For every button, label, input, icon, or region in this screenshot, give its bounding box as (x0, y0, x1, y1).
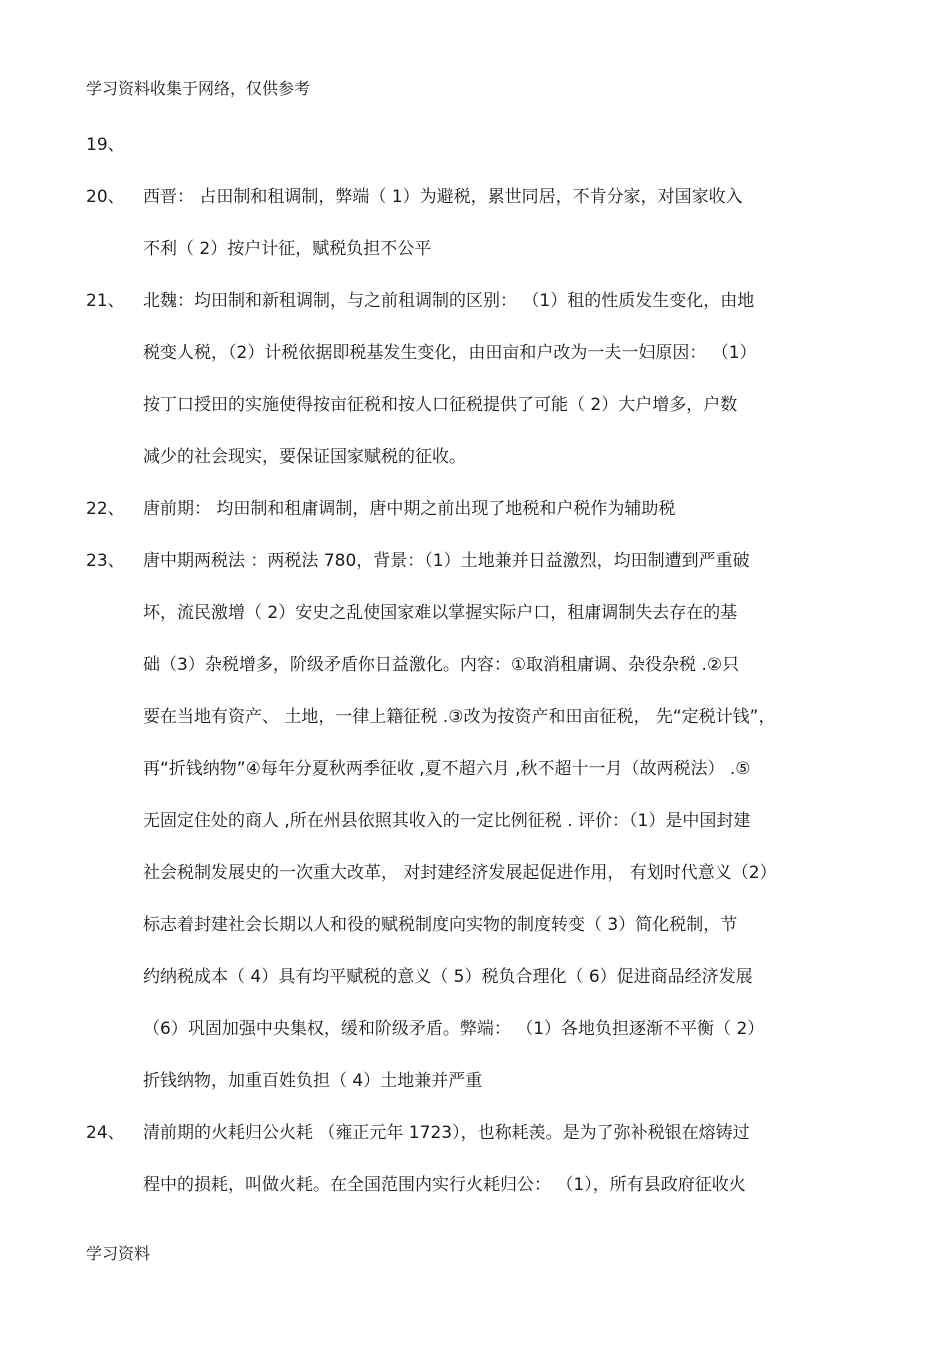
item-21-line-4: 减少的社会现实，要保证国家赋税的征收。 (143, 447, 466, 467)
item-number-19: 19、 (86, 135, 125, 155)
item-23-line-1: 唐中期两税法 ：两税法 780，背景：（1）土地兼并日益激烈，均田制遭到严重破 (143, 551, 750, 571)
item-20-line-1: 西晋： 占田制和租调制，弊端（ 1）为避税，累世同居，不肯分家，对国家收入 (143, 187, 743, 207)
item-23-line-3: 础（3）杂税增多，阶级矛盾你日益激化。内容：①取消租庸调、杂役杂税 .②只 (143, 655, 740, 675)
item-21-line-3: 按丁口授田的实施使得按亩征税和按人口征税提供了可能（ 2）大户增多，户数 (143, 395, 738, 415)
item-23-line-7: 社会税制发展史的一次重大改革， 对封建经济发展起促进作用， 有划时代意义（2） (143, 863, 777, 883)
item-number-22: 22、 (86, 499, 125, 519)
item-23-line-6: 无固定住处的商人 ,所在州县依照其收入的一定比例征税 . 评价：（1）是中国封建 (143, 811, 751, 831)
item-23-line-2: 坏，流民激增（ 2）安史之乱使国家难以掌握实际户口，租庸调制失去存在的基 (143, 603, 738, 623)
item-21-line-1: 北魏：均田制和新租调制，与之前租调制的区别： （1）租的性质发生变化，由地 (143, 291, 755, 311)
item-23-line-5: 再“折钱纳物”④每年分夏秋两季征收 ,夏不超六月 ,秋不超十一月（故两税法） .⑤ (143, 759, 751, 779)
item-23-line-8: 标志着封建社会长期以人和役的赋税制度向实物的制度转变（ 3）简化税制，节 (143, 915, 738, 935)
item-number-23: 23、 (86, 551, 125, 571)
item-20-line-2: 不利（ 2）按户计征，赋税负担不公平 (143, 239, 432, 259)
item-23-line-9: 约纳税成本（ 4）具有均平赋税的意义（ 5）税负合理化（ 6）促进商品经济发展 (143, 967, 753, 987)
page-header: 学习资料收集于网络，仅供参考 (86, 79, 311, 98)
item-23-line-11: 折钱纳物，加重百姓负担（ 4）土地兼并严重 (143, 1071, 483, 1091)
item-number-21: 21、 (86, 291, 125, 311)
item-number-20: 20、 (86, 187, 125, 207)
item-24-line-1: 清前期的火耗归公火耗 （雍正元年 1723），也称耗羡。是为了弥补税银在熔铸过 (143, 1123, 750, 1143)
item-23-line-10: （6）巩固加强中央集权，缓和阶级矛盾。弊端： （1）各地负担逐渐不平衡（ 2） (143, 1019, 765, 1039)
item-22-line-1: 唐前期： 均田制和租庸调制，唐中期之前出现了地税和户税作为辅助税 (143, 499, 676, 519)
item-23-line-4: 要在当地有资产、 土地，一律上籍征税 .③改为按资产和田亩征税， 先“定税计钱”， (143, 707, 776, 727)
page-footer: 学习资料 (86, 1244, 151, 1263)
item-24-line-2: 程中的损耗，叫做火耗。在全国范围内实行火耗归公： （1），所有县政府征收火 (143, 1175, 746, 1195)
item-number-24: 24、 (86, 1123, 125, 1143)
item-21-line-2: 税变人税，（2）计税依据即税基发生变化，由田亩和户改为一夫一妇原因： （1） (143, 343, 757, 363)
